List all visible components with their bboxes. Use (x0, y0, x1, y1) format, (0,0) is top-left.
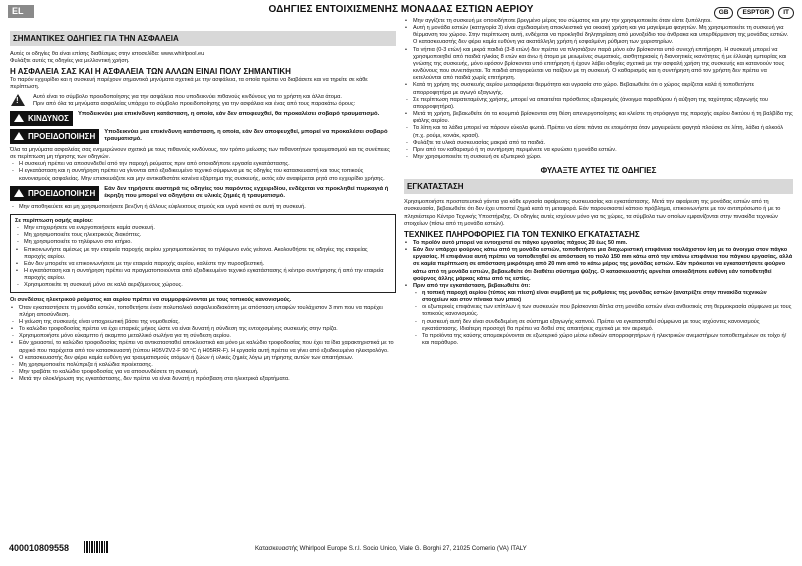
list-item: - Η εγκατάσταση και η συντήρηση πρέπει να γίνονται από εξειδικευμένο τεχνικό σύμφωνα με τις οδηγίες του κατασκευαστή και τους τοπικούς κανονισμούς ασφαλείας. Μην επισκευάζετε και μην αντικαθιστάτε κανένα εξάρτημα της συσκευής, εκτός εάν αναφέρεται ρητά στο εγχειρίδιο χρήσης. (10, 168, 396, 182)
connections-list (10, 305, 396, 384)
list-item: • Επικοινωνήστε αμέσως με την εταιρεία παροχής αερίου χρησιμοποιώντας το τηλέφωνο ενός γείτονα. Ακολουθήστε τις οδηγίες της εταιρείας παροχής αερίου. (15, 247, 391, 261)
list-item: - Μην χρησιμοποιείτε τη συσκευή σε εξωτερικό χώρο. (404, 154, 793, 161)
list-item: - Χρησιμοποιείτε τη συσκευή μόνο σε καλά αεριζόμενους χώρους. (15, 282, 391, 289)
serial-number: 400010809558 (9, 543, 70, 553)
list-item: • Ο κατασκευαστής δεν φέρει καμία ευθύνη για τραυματισμούς ατόμων ή ζώων ή υλικές ζημιές λόγω μη τήρησης αυτών των απαιτήσεων. (10, 355, 396, 362)
intro-keep: Φυλάξτε αυτές τις οδηγίες για μελλοντική χρήση. (10, 58, 130, 65)
intro-website: Αυτές οι οδηγίες θα είναι επίσης διαθέσιμες στην ιστοσελίδα: www.whirlpool.eu (10, 51, 205, 57)
list-item: • Πριν από την εγκατάσταση, βεβαιωθείτε ότι: (404, 283, 793, 290)
list-item: • Εάν δεν υπάρχει φούρνος κάτω από τη μονάδα εστιών, τοποθετήστε μια διαχωριστική επιφάνεια τουλάχιστον ίση με το άνοιγμα στον πάγκο εργασίας. Η επιφάνεια αυτή πρέπει να τοποθετηθεί σε απόσταση το πολύ 150 mm κάτω από την επάνω επιφάνεια του πάγκου εργασίας, αλλά σε καμία περίπτωση σε απόσταση μικρότερη από 20 mm από το κάτω μέρος της μονάδας εστιών. Εάν πρόκειται να εγκαταστήσετε φούρνο κάτω από τη μονάδα εστιών, βεβαιωθείτε ότι διαθέτει σύστημα ψύξης. Ο κατασκευαστής αρνείται οποιαδήποτε ευθύνη εάν τοποθετηθεί φούρνος άλλης μάρκας κάτω από τις εστίες. (404, 247, 793, 283)
manufacturer-line: Κατασκευαστής Whirlpool Europe S.r.l. Socio Unico, Viale G. Borghi 27, 21025 Comerio (VA) ITALY (255, 545, 527, 552)
tech-info-heading: ΤΕΧΝΙΚΕΣ ΠΛΗΡΟΦΟΡΙΕΣ ΓΙΑ ΤΟΝ ΤΕΧΝΙΚΟ ΕΓΚΑΤΑΣΤΑΣΗΣ (404, 229, 640, 239)
list-item: - Σε περίπτωση παρατεταμένης χρήσης, μπορεί να απαιτείται πρόσθετος εξαερισμός (άνοιγμα παραθύρου ή αύξηση της ταχύτητας εξαγωγής του απορροφητήρα). (404, 97, 793, 111)
lang-pill-gb: GB (714, 7, 734, 19)
list-item: • Αυτή η μονάδα εστιών (κατηγορία 3) είναι σχεδιασμένη αποκλειστικά για οικιακή χρήση και για μαγείρεμα φαγητών. Μη χρησιμοποιείτε τη συσκευή για θέρμανση του χώρου. Στην περίπτωση αυτή, ενδέχεται να προκληθεί δηλητηρίαση από μονοξείδιο του άνθρακα και υπερθέρμανση της μονάδας εστιών. Ο κατασκευαστής δεν φέρει καμία ευθύνη για ακατάλληλη χρήση ή εσφαλμένη ρύθμιση των χειριστηρίων. (404, 25, 793, 46)
tech-sub-list (404, 290, 793, 347)
safety-list-2 (10, 204, 396, 211)
safety-symbol-row (10, 94, 396, 108)
left-column (10, 31, 396, 383)
warning-triangle-icon (14, 132, 24, 140)
safety-heading: ΣΗΜΑΝΤΙΚΕΣ ΟΔΗΓΙΕΣ ΓΙΑ ΤΗΝ ΑΣΦΑΛΕΙΑ (10, 31, 396, 46)
right-column (404, 18, 793, 347)
warning-triangle-icon (14, 114, 24, 122)
installation-heading: ΕΓΚΑΤΑΣΤΑΣΗ (404, 179, 793, 194)
list-item: - οι εξωτερικές επιφάνειες των επίπλων ή των συσκευών που βρίσκονται δίπλα στη μονάδα εστιών είναι ανθεκτικές στη θερμοκρασία σύμφωνα με τους τοπικούς κανονισμούς. (413, 304, 793, 318)
danger-row (10, 111, 396, 126)
list-item: - Πριν από τον καθαρισμό ή τη συντήρηση περιμένετε να κρυώσει η μονάδα εστιών. (404, 147, 793, 154)
list-item: • Η εγκατάσταση και η συντήρηση πρέπει να πραγματοποιούνται από εξειδικευμένο τεχνικό εγκατάστασης ή κέντρο συντήρησης ή από την εταιρεία παροχής αερίου. (15, 268, 391, 282)
list-item: • Εάν δεν μπορείτε να επικοινωνήσετε με την εταιρεία παροχής αερίου, καλέστε την πυροσβεστική. (15, 261, 391, 268)
installation-text: Χρησιμοποιήστε προστατευτικά γάντια για κάθε εργασία αφαίρεσης συσκευασίας και εγκατάστασης. Μετά την αφαίρεση της μονάδας εστιών από τη συσκευασία, βεβαιωθείτε ότι δεν έχει υποστεί ζημιά κατά τη μεταφορά. Εάν παρουσιαστεί κάποιο πρόβλημα, επικοινωνήστε με τον αντιπρόσωπο ή με το πλησιέστερο Κέντρο Τεχνικής Υποστήριξης. Οι οδηγίες αυτές ισχύουν μόνο για τις χώρες, τα σύμβολα των οποίων εμφανίζονται στην πινακίδα τεχνικών στοιχείων (πίσω από τη μονάδα εστιών). (404, 199, 781, 227)
tech-list (404, 240, 793, 290)
symbol-text-2: Πριν από όλα τα μηνύματα ασφαλείας υπάρχει το σύμβολο προειδοποίησης για την ασφάλεια και ένας από τους παρακάτω όρους: (33, 100, 356, 107)
list-item: • Μετά την ολοκλήρωση της εγκατάστασης, δεν πρέπει να είναι δυνατή η πρόσβαση στα ηλεκτρικά εξαρτήματα. (10, 376, 396, 383)
list-item: - Μην αποθηκεύετε και μη χρησιμοποιήσετε βενζίνη ή άλλους εύφλεκτους ατμούς και υγρά κοντά σε αυτή τη συσκευή. (10, 204, 396, 211)
list-item: - Η συσκευή πρέπει να αποσυνδεθεί από την παροχή ρεύματος πριν από οποιαδήποτε εργασία εγκατάστασης. (10, 161, 396, 168)
document-title: ΟΔΗΓΙΕΣ ΕΝΤΟΙΧΙΣΜΕΝΗΣ ΜΟΝΑΔΑΣ ΕΣΤΙΩΝ ΑΕΡΙΟΥ (268, 4, 534, 15)
list-item: - Φυλάξτε τα υλικά συσκευασίας μακριά από τα παιδιά. (404, 140, 793, 147)
warning-label (10, 129, 99, 144)
danger-text: Υποδεικνύει μια επικίνδυνη κατάσταση, η οποία, εάν δεν αποφευχθεί, θα προκαλέσει σοβαρό τραυματισμό. (77, 110, 380, 117)
gas-smell-list (15, 225, 391, 289)
list-item: - Η γείωση της συσκευής είναι υποχρεωτική βάσει της νομοθεσίας. (10, 319, 396, 326)
language-badge: EL (8, 5, 34, 18)
danger-label-text: ΚΙΝΔΥΝΟΣ (28, 113, 69, 123)
list-item: - η συσκευή αυτή δεν είναι συνδεδεμένη σε σύστημα εξαγωγής καπνού. Πρέπει να εγκατασταθεί σύμφωνα με τους ισχύοντες κανονισμούς εγκατάστασης. Ιδιαίτερη προσοχή θα πρέπει να δοθεί στις απαιτήσεις σχετικά με τον αερισμό. (413, 319, 793, 333)
connections-heading: Οι συνδέσεις ηλεκτρικού ρεύματος και αερίου πρέπει να συμμορφώνονται με τους τοπικούς κανονισμούς. (10, 297, 292, 304)
list-item: • Μην αγγίζετε τη συσκευή με οποιοδήποτε βρεγμένο μέρος του σώματος και μην την χρησιμοποιείτε όταν είστε ξυπόλητοι. (404, 18, 793, 25)
all-messages-para: Όλα τα μηνύματα ασφαλείας σας ενημερώνουν σχετικά με τους πιθανούς κινδύνους, τον τρόπο μείωσης των πιθανοτήτων τραυματισμού και τις συνέπειες σε περίπτωση μη τήρησης των οδηγιών. (10, 146, 390, 161)
gas-smell-box (10, 214, 396, 294)
safety-list-1 (10, 161, 396, 182)
right-list-top (404, 18, 793, 161)
list-item: • Το καλώδιο τροφοδοσίας πρέπει να έχει επαρκές μήκος ώστε να είναι δυνατή η σύνδεση της εντοιχισμένης συσκευής στην πρίζα. (10, 326, 396, 333)
list-item: - η τοπική παροχή αερίου (τύπος και πίεση) είναι συμβατή με τις ρυθμίσεις της μονάδας εστιών (ανατρέξτε στην πινακίδα τεχνικών στοιχείων και στον πίνακα των μπεκ) (413, 290, 793, 304)
warning2-text: Εάν δεν τηρήσετε αυστηρά τις οδηγίες του παρόντος εγχειριδίου, ενδέχεται να προκληθεί πυρκαγιά ή έκρηξη που μπορεί να οδηγήσει σε υλικές ζημιές ή τραυματισμό. (104, 185, 389, 199)
warning2-label (10, 186, 99, 201)
warning2-label-text: ΠΡΟΕΙΔΟΠΟΙΗΣΗ (28, 188, 96, 198)
list-item: - Τα λίπη και τα λάδια μπορεί να πάρουν εύκολα φωτιά. Πρέπει να είστε πάντα σε ετοιμότητα όταν μαγειρεύετε φαγητά πλούσια σε λίπη, λάδια ή αλκοόλ (π.χ. ρούμι, κονιάκ, κρασί). (404, 125, 793, 139)
list-item: - Τα προϊόντα της καύσης απομακρύνονται σε εξωτερικό χώρο μέσω ειδικών απορροφητήρων ή ηλεκτρικών ανεμιστήρων τοποθετημένων σε τοίχο ή/και παράθυρο. (413, 333, 793, 347)
safety-important-heading: Η ΑΣΦΑΛΕΙΑ ΣΑΣ ΚΑΙ Η ΑΣΦΑΛΕΙΑ ΤΩΝ ΑΛΛΩΝ ΕΙΝΑΙ ΠΟΛΥ ΣΗΜΑΝΤΙΚΗ (10, 67, 291, 77)
list-item: • Κατά τη χρήση της συσκευής αερίου μεταφέρεται θερμότητα και υγρασία στο χώρο. Βεβαιωθείτε ότι ο χώρος αερίζεται καλά ή τοποθετήστε απορροφητήρα με αγωγό εξαγωγής. (404, 82, 793, 96)
warning2-row (10, 186, 396, 201)
barcode-icon (84, 541, 108, 553)
symbol-text-1: Αυτό είναι το σύμβολο προειδοποίησης για την ασφάλεια που υποδεικνύει πιθανούς κινδύνους για το χρήστη και άλλα άτομα. (33, 93, 342, 100)
lang-pill-it: IT (778, 7, 794, 19)
list-item: • Εάν χρειαστεί, το καλώδιο τροφοδοσίας πρέπει να αντικατασταθεί αποκλειστικά και μόνο με καλώδιο τροφοδοσίας που έχει τα ίδια χαρακτηριστικά με το αρχικό που παρέχεται από τον κατασκευαστή (τύπου H05V2V2-F 90 °C ή H05RR-F). Η εργασία αυτή πρέπει να γίνει από εξειδικευμένο ηλεκτρολόγο. (10, 340, 396, 354)
lang-pill-esptgr: ESPTGR (737, 7, 774, 19)
warning-triangle-icon (14, 189, 24, 197)
gas-smell-heading: Σε περίπτωση οσμής αερίου: (15, 217, 93, 224)
list-item: • Το προϊόν αυτό μπορεί να εντοιχιστεί σε πάγκο εργασίας πάχους 20 έως 50 mm. (404, 240, 793, 247)
warning-text: Υποδεικνύει μια επικίνδυνη κατάσταση, η οποία, εάν δεν αποφευχθεί, μπορεί να προκαλέσει σοβαρό τραυματισμό. (104, 128, 388, 143)
warning-triangle-icon: ! (11, 94, 25, 106)
list-item: - Μην επιχειρήσετε να ενεργοποιήσετε καμία συσκευή. (15, 225, 391, 232)
list-item: - Χρησιμοποιήστε μόνο εύκαμπτο ή ακαμπτο μεταλλικό σωλήνα για τη σύνδεση αερίου. (10, 333, 396, 340)
danger-label (10, 111, 73, 126)
list-item: - Μη χρησιμοποιείτε το τηλέφωνο στο κτήριο. (15, 239, 391, 246)
warning-row (10, 129, 396, 144)
intro-messages: Το παρόν εγχειρίδιο και η συσκευή παρέχουν σημαντικά μηνύματα σχετικά με την ασφάλεια, τα οποία πρέπει να διαβάσετε και να τηρείτε σε κάθε περίπτωση. (10, 77, 368, 91)
list-item: - Μην τραβάτε το καλώδιο τροφοδοσίας για να αποσυνδέσετε τη συσκευή. (10, 369, 396, 376)
keep-instructions-heading: ΦΥΛΑΞΤΕ ΑΥΤΕΣ ΤΙΣ ΟΔΗΓΙΕΣ (540, 166, 657, 176)
list-item: • Τα νήπια (0-3 ετών) και μικρά παιδιά (3-8 ετών) δεν πρέπει να πλησιάζουν παρά μόνο εάν βρίσκονται υπό συνεχή επιτήρηση. Η συσκευή μπορεί να χρησιμοποιηθεί από παιδιά ηλικίας 8 ετών και άνω ή άτομα με μειωμένες σωματικές, αισθητηριακές ή διανοητικές ικανότητες ή με έλλειψη εμπειρίας και γνώσης της συσκευής, μόνο εφόσον βρίσκονται υπό επιτήρηση ή έχουν λάβει οδηγίες σχετικά με την ασφαλή χρήση της συσκευής και κατανοούν τους κινδύνους που συνεπάγεται. Τα παιδιά απαγορεύεται να παίζουν με τη συσκευή. Ο καθαρισμός και η συντήρηση από τον χρήστη δεν πρέπει να εκτελούνται από παιδιά χωρίς επιτήρηση. (404, 47, 793, 83)
warning-label-text: ΠΡΟΕΙΔΟΠΟΙΗΣΗ (28, 131, 96, 141)
list-item: - Μη χρησιμοποιείτε τους ηλεκτρικούς διακόπτες. (15, 232, 391, 239)
list-item: • Μετά τη χρήση, βεβαιωθείτε ότι τα κουμπιά βρίσκονται στη θέση απενεργοποίησης και κλείστε τη στρόφιγγα της παροχής αερίου δικτύου ή τη βαλβίδα της φιάλης αερίου. (404, 111, 793, 125)
list-item: - Μη χρησιμοποιείτε πολύπριζα ή καλώδια προέκτασης. (10, 362, 396, 369)
list-item: • Όταν εγκαταστήσετε τη μονάδα εστιών, τοποθετήστε έναν πολυπολικό ασφαλειοδιακόπτη με απόσταση επαφών τουλάχιστον 3 mm που να παρέχει πλήρη αποσύνδεση. (10, 305, 396, 319)
